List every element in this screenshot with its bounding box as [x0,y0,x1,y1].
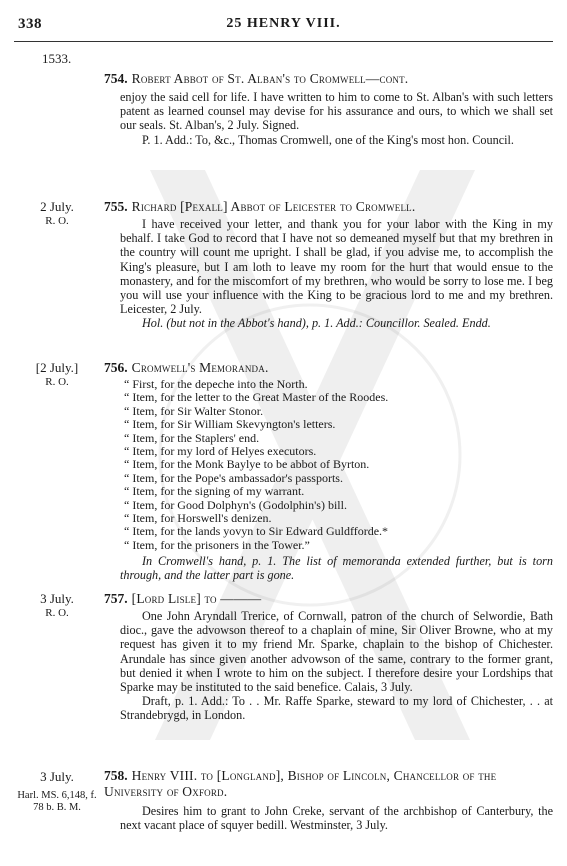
entry-754-body [120,90,553,147]
entry-title [104,199,553,215]
margin-date: 3 July. [40,769,74,784]
entry-758 [104,768,553,800]
page-header [14,14,553,36]
entry-note: Draft, p. 1. Add.: To . . Mr. Raffe Sparke, steward to my lord of Chichester, . . at Strandebrygd, in London. [120,694,553,723]
margin-758 [14,770,100,814]
margin-date: 3 July. [40,591,74,606]
entry-title [104,768,553,800]
entry-758-body [120,804,553,832]
entry-text: I have received your letter, and thank you for your labor with the King in my behalf. I take God to record that I have not so demeaned myself but that my brethren in the country will count me upright. I shall be glad, if you advise me, to accomplish the King's pleasure, but I am loth to leave my room for the hurt that would ensue to the monastery, and for the miscomfort of my brethren, who would be sorry to lose me. I beg you will use your influence with the King to be gracious lord to me and my brethren. Leicester, 2 July. [120,217,553,317]
entry-756 [104,360,553,376]
memoranda-list [120,378,553,583]
margin-source: Harl. MS. 6,148, f. 78 b. B. M. [17,790,97,813]
running-title: 25 HENRY VIII. [226,16,341,31]
entry-note: P. 1. Add.: To, &c., Thomas Cromwell, one of the King's most hon. Council. [142,132,514,147]
header-rule [14,41,553,42]
list-item: “ Item, for the Monk Baylye to be abbot of Byrton. [124,457,370,472]
list-item: “ Item, for the Staplers' end. [124,430,260,445]
margin-year: 1533. [42,51,72,66]
entry-title [104,360,553,376]
margin-date: [2 July.] [35,360,79,375]
entry-754 [104,71,553,87]
entry-number: 755. [104,199,128,214]
entry-heading: [Lord Lisle] to ——— [131,591,262,606]
entry-number: 756. [104,360,128,375]
margin-756 [14,361,100,389]
list-item: “ Item, for the lands yovyn to Sir Edward Guldfforde.* [124,524,389,539]
entry-number: 757. [104,591,128,606]
list-item: “ Item, for Good Dolphyn's (Godolphin's) bill. [124,497,347,512]
list-item: “ Item, for Sir Walter Stonor. [124,403,264,418]
entry-755 [104,199,553,215]
entry-note: Hol. (but not in the Abbot's hand), p. 1. Add.: Councillor. Sealed. Endd. [142,316,491,331]
margin-source: R. O. [45,607,69,619]
entry-title [104,591,553,607]
page-number: 338 [18,16,42,32]
entry-757 [104,591,553,607]
entry-number: 754. [104,71,128,86]
entry-title [104,71,553,87]
list-item: “ Item, for Sir William Skevyngton's letters. [124,417,336,432]
entry-number: 758. [104,768,128,783]
entry-heading: Cromwell's Memoranda. [131,360,269,375]
entry-755-body [120,217,553,331]
entry-text: enjoy the said cell for life. I have written to him to come to St. Alban's with such letters patent as learned counsel may devise for his assurance and ours, to which we shall set our seals. St. Alban's, 2 July. Signed. [120,90,553,133]
entry-heading: Robert Abbot of St. Alban's to Cromwell—cont. [131,71,409,86]
margin-date: 2 July. [40,199,74,214]
list-item: “ Item, for the Pope's ambassador's passports. [124,470,343,485]
entry-757-body [120,609,553,723]
entry-text: Desires him to grant to John Creke, servant of the archbishop of Canterbury, the next vacant place of squyer bedill. Westminster, 3 July. [120,804,553,833]
list-item: “ Item, for Horswell's denizen. [124,511,272,526]
margin-755 [14,200,100,228]
margin-source: R. O. [45,215,69,227]
margin-757 [14,592,100,620]
entry-heading: Richard [Pexall] Abbot of Leicester to Cromwell. [131,199,416,214]
entry-note: In Cromwell's hand, p. 1. The list of memoranda extended further, but is torn through, and the latter part is gone. [120,554,553,583]
list-item: “ First, for the depeche into the North. [124,377,308,391]
entry-heading: Henry VIII. to [Longland], Bishop of Lincoln, Chancellor of the University of Oxford. [104,768,497,799]
entry-text: One John Aryndall Trerice, of Cornwall, patron of the church of Selwordie, Bath dioc., gave the advowson thereof to a chaplain of mine, Sir Oliver Browne, who at my request has given it to my friend Mr. Sparke, chaplain to the bishop of Chichester. Arundale has since given another advowson of the same, contrary to the former grant, but denied it when I wrote to him on the subject. I therefore desire your Lordships that Sparke may be instituted to the said benefice. Calais, 3 July. [120,609,553,695]
list-item: “ Item, for the letter to the Great Master of the Roodes. [124,390,389,405]
margin-source: R. O. [45,376,69,388]
list-item: “ Item, for the prisoners in the Tower.” [124,537,310,552]
list-item: “ Item, for the signing of my warrant. [124,484,305,499]
list-item: “ Item, for my lord of Helyes executors. [124,444,317,459]
